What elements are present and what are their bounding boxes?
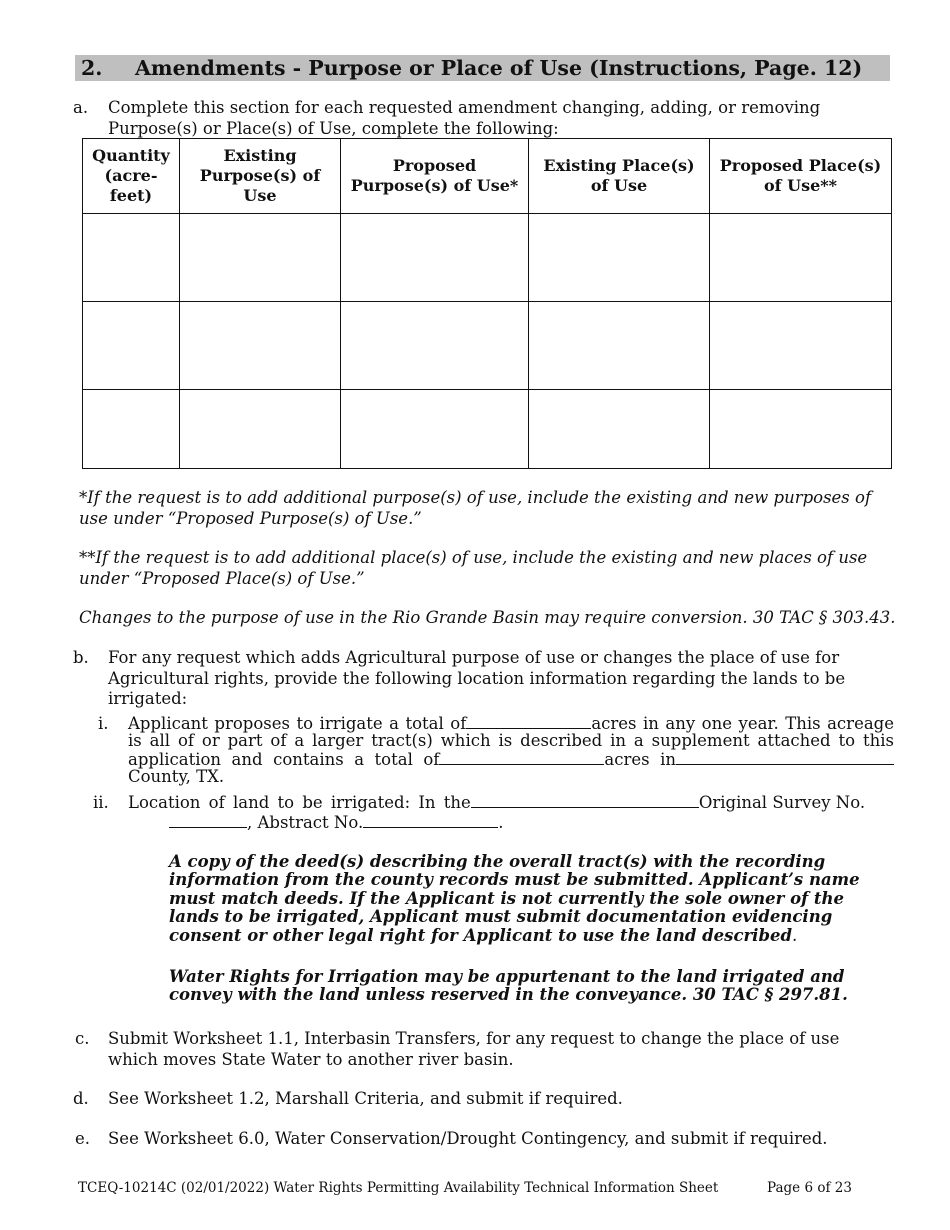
section-heading [75, 55, 890, 81]
header-existing-place: Existing Place(s) of Use [529, 139, 710, 214]
abstract-number-field[interactable] [363, 813, 498, 828]
footer-page-number: Page 6 of 23 [767, 1180, 852, 1196]
table-row [83, 302, 892, 390]
table-cell[interactable] [710, 390, 892, 469]
table-cell[interactable] [83, 302, 180, 390]
item-b-i-label: i. [98, 714, 109, 733]
table-cell[interactable] [180, 390, 341, 469]
item-c-label: c. [75, 1029, 90, 1048]
table-cell[interactable] [529, 214, 710, 302]
item-b-ii-line2: , Abstract No. . [169, 813, 869, 834]
item-b-label: b. [73, 648, 89, 667]
table-cell[interactable] [180, 214, 341, 302]
table-cell[interactable] [341, 214, 529, 302]
item-b-ii-label: ii. [93, 793, 109, 812]
item-d-text: See Worksheet 1.2, Marshall Criteria, and submit if required. [108, 1089, 623, 1108]
note-proposed-purpose: *If the request is to add additional purpose(s) of use, include the existing and new purposes of use under “Proposed Purpose(s) of Use.” [79, 488, 872, 528]
item-a-text: Complete this section for each requested amendment changing, adding, or removing Purpose(s) or Place(s) of Use, complete the following: [108, 98, 821, 138]
item-b-text: For any request which adds Agricultural purpose of use or changes the place of use for Agricultural rights, provide the following location information regarding the lands to be irrigated: [108, 648, 846, 709]
table-header-row [83, 139, 892, 214]
section-title: Amendments - Purpose or Place of Use (Instructions, Page. 12) [135, 56, 863, 80]
header-existing-purpose: Existing Purpose(s) of Use [180, 139, 341, 214]
table-row [83, 214, 892, 302]
table-cell[interactable] [341, 390, 529, 469]
header-proposed-purpose: Proposed Purpose(s) of Use* [341, 139, 529, 214]
item-d-label: d. [73, 1089, 89, 1108]
item-b-ii-line1: Location of land to be irrigated: In the Original Survey No. [128, 793, 866, 812]
survey-number-field[interactable] [169, 813, 247, 828]
item-e-text: See Worksheet 6.0, Water Conservation/Drought Contingency, and submit if required. [108, 1129, 828, 1148]
table-cell[interactable] [180, 302, 341, 390]
total-acres-field[interactable] [466, 714, 591, 729]
table-cell[interactable] [341, 302, 529, 390]
county-field[interactable] [676, 750, 894, 765]
item-e-label: e. [75, 1129, 91, 1148]
note-rio-grande: Changes to the purpose of use in the Rio Grande Basin may require conversion. 30 TAC § 303.43. [79, 608, 896, 627]
table-cell[interactable] [83, 214, 180, 302]
section-number: 2. [81, 56, 103, 80]
table-cell[interactable] [710, 214, 892, 302]
header-quantity: Quantity (acre-feet) [83, 139, 180, 214]
table-cell[interactable] [83, 390, 180, 469]
purpose-place-table [82, 138, 892, 469]
table-cell[interactable] [529, 302, 710, 390]
header-proposed-place: Proposed Place(s) of Use** [710, 139, 892, 214]
table-row [83, 390, 892, 469]
item-b-i-text: Applicant proposes to irrigate a total of acres in any one year. This acreage is all of or part of a larger tract(s) which is described in a supplement attached to this application and contains a total of acres in County, TX. [128, 714, 894, 786]
item-c-text: Submit Worksheet 1.1, Interbasin Transfers, for any request to change the place of use which moves State Water to another river basin. [108, 1029, 840, 1069]
item-a-label: a. [73, 98, 89, 117]
survey-name-field[interactable] [471, 793, 699, 808]
appurtenant-note: Water Rights for Irrigation may be appurtenant to the land irrigated and convey with the land unless reserved in the conveyance. 30 TAC § 297.81. [169, 967, 848, 1005]
footer-form-id: TCEQ-10214C (02/01/2022) Water Rights Permitting Availability Technical Information Sheet [78, 1180, 719, 1196]
note-proposed-place: **If the request is to add additional place(s) of use, include the existing and new places of use under “Proposed Place(s) of Use.” [79, 548, 868, 588]
tract-acres-field[interactable] [439, 750, 604, 765]
table-cell[interactable] [529, 390, 710, 469]
table-cell[interactable] [710, 302, 892, 390]
deed-requirement-note: A copy of the deed(s) describing the overall tract(s) with the recording information from the county records must be submitted. Applicant’s name must match deeds. If the Applicant is not currently the sole owner of the lands to be irrigated, Applicant must submit documentation evidencing consent or other legal right for Applicant to use the land described. [169, 852, 860, 945]
